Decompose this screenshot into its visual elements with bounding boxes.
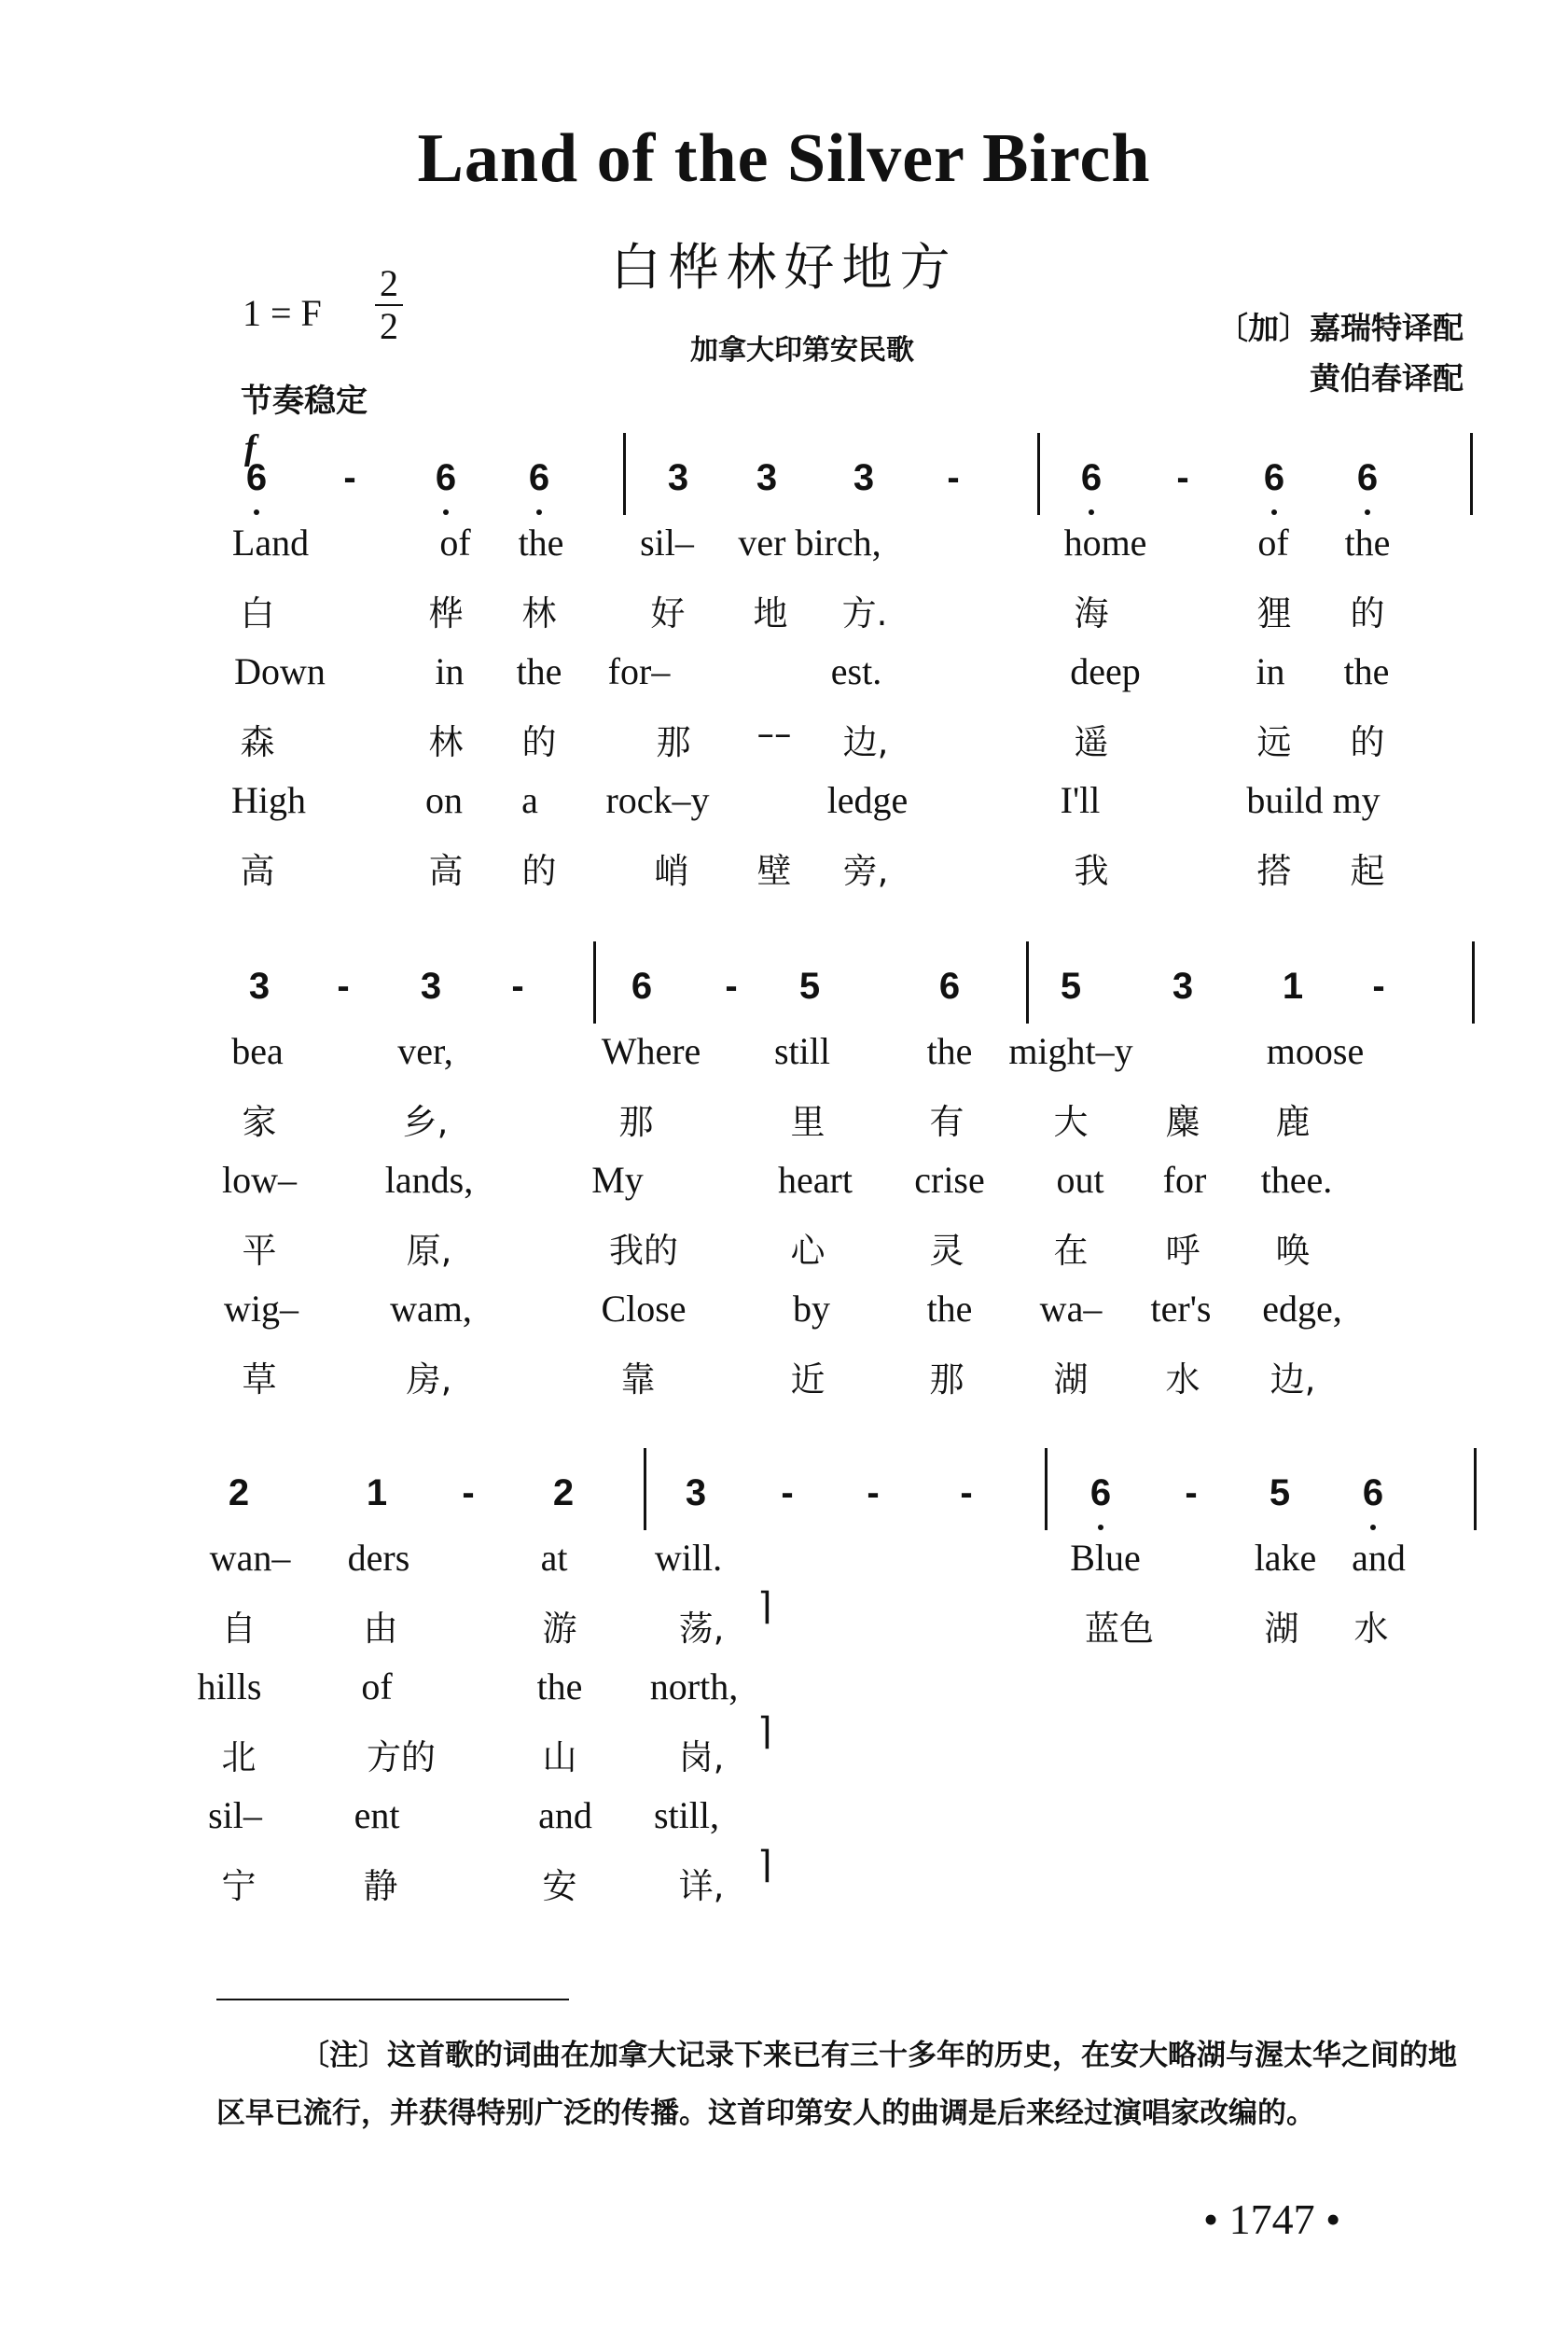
lyric-chinese: 在 bbox=[1053, 1231, 1089, 1271]
note: 6 bbox=[1362, 1472, 1384, 1513]
barline bbox=[1474, 1448, 1477, 1530]
lyric-english: ver, bbox=[397, 1030, 453, 1072]
lyric-chinese: 海 bbox=[1074, 593, 1109, 634]
dynamic-marking: f bbox=[244, 428, 257, 467]
lyric-english: Close bbox=[601, 1288, 687, 1330]
verse-bracket: ⌉ bbox=[757, 1844, 772, 1886]
lyric-english: Land bbox=[231, 522, 310, 564]
lyric-english: High bbox=[231, 779, 306, 821]
lyric-chinese: 白 bbox=[240, 593, 275, 634]
note: 6 bbox=[1263, 457, 1285, 498]
lyric-english: of bbox=[361, 1665, 393, 1707]
lyric-chinese: 原, bbox=[406, 1231, 452, 1271]
page-number: • 1747 • bbox=[1203, 2195, 1341, 2243]
lyric-english: wa– bbox=[1039, 1288, 1103, 1330]
lyric-english: My bbox=[591, 1159, 644, 1201]
lyric-english: the bbox=[536, 1665, 583, 1707]
lyric-english: the bbox=[516, 650, 562, 692]
time-numerator: 2 bbox=[380, 262, 398, 304]
lyric-english: and bbox=[538, 1794, 592, 1836]
lyric-english: thee. bbox=[1260, 1159, 1333, 1201]
lyric-chinese: 遥 bbox=[1074, 722, 1109, 762]
note: 6 bbox=[1089, 1472, 1112, 1513]
note: - bbox=[511, 966, 524, 1007]
lyric-english: Where bbox=[601, 1030, 701, 1072]
lyric-chinese: 鹿 bbox=[1275, 1102, 1311, 1142]
lyric-chinese: 水 bbox=[1353, 1609, 1389, 1649]
lyric-chinese: 我的 bbox=[609, 1231, 678, 1271]
lyric-english: Down bbox=[234, 650, 326, 692]
lyric-english: Blue bbox=[1070, 1537, 1141, 1579]
lyric-english: wan– bbox=[209, 1537, 291, 1579]
lyric-chinese: 近 bbox=[790, 1359, 826, 1400]
credit-translator: 黄伯春译配 bbox=[1310, 360, 1464, 397]
note: - bbox=[1372, 966, 1385, 1007]
note: - bbox=[343, 457, 356, 498]
lyric-chinese: 狸 bbox=[1256, 593, 1292, 634]
note: 1 bbox=[366, 1472, 388, 1513]
footnote: 〔注〕这首歌的词曲在加拿大记录下来已有三十多年的历史，在安大略湖与渥太华之间的地区早已流行，并获得特别广泛的传播。这首印第安人的曲调是后来经过演唱家改编的。 bbox=[216, 2039, 1457, 2130]
lyric-english: by bbox=[793, 1288, 830, 1330]
lyric-chinese: 呼 bbox=[1165, 1231, 1200, 1271]
lyric-chinese: 静 bbox=[363, 1866, 398, 1906]
lyric-english: crise bbox=[914, 1159, 985, 1201]
note: - bbox=[337, 966, 350, 1007]
note: 3 bbox=[853, 457, 875, 498]
lyric-chinese: 边, bbox=[1270, 1359, 1316, 1400]
lyric-chinese: 的 bbox=[521, 851, 557, 891]
note: - bbox=[960, 1472, 973, 1513]
lyric-chinese: 峭 bbox=[654, 851, 689, 891]
lyric-english: lake bbox=[1254, 1537, 1317, 1579]
lyric-chinese: 荡, bbox=[678, 1609, 725, 1649]
lyric-english: rock–y bbox=[605, 779, 710, 821]
lyric-chinese: 由 bbox=[363, 1609, 398, 1649]
octave-dot bbox=[1365, 509, 1370, 515]
barline bbox=[593, 941, 596, 1024]
lyric-english: I'll bbox=[1060, 779, 1101, 821]
lyric-chinese: –– bbox=[756, 714, 792, 754]
song-origin: 加拿大印第安民歌 bbox=[690, 334, 914, 367]
lyric-chinese: 有 bbox=[929, 1102, 964, 1142]
lyric-chinese: 的 bbox=[1350, 722, 1385, 762]
note: - bbox=[947, 457, 960, 498]
lyric-english: build my bbox=[1246, 779, 1381, 821]
lyric-chinese: 详, bbox=[678, 1866, 725, 1906]
lyric-english: and bbox=[1352, 1537, 1406, 1579]
barline bbox=[1045, 1448, 1048, 1530]
note: 6 bbox=[1356, 457, 1379, 498]
note: 5 bbox=[798, 966, 821, 1007]
lyric-chinese: 安 bbox=[542, 1866, 577, 1906]
lyric-english: lands, bbox=[384, 1159, 474, 1201]
lyric-chinese: 那 bbox=[656, 722, 691, 762]
lyric-chinese: 蓝色 bbox=[1085, 1609, 1154, 1649]
lyric-chinese: 远 bbox=[1256, 722, 1292, 762]
lyric-english: ders bbox=[347, 1537, 410, 1579]
barline bbox=[1472, 941, 1475, 1024]
lyric-chinese: 灵 bbox=[929, 1231, 964, 1271]
lyric-english: ter's bbox=[1150, 1288, 1212, 1330]
time-denominator: 2 bbox=[380, 305, 398, 347]
lyric-chinese: 起 bbox=[1350, 851, 1385, 891]
note: 6 bbox=[1080, 457, 1103, 498]
lyric-chinese: 林 bbox=[428, 722, 464, 762]
key-signature: 1 = F bbox=[243, 292, 322, 334]
lyric-chinese: 岗, bbox=[678, 1737, 725, 1777]
lyric-chinese: 草 bbox=[242, 1359, 277, 1400]
credit-arranger: 〔加〕嘉瑞特译配 bbox=[1217, 310, 1464, 346]
octave-dot bbox=[1098, 1525, 1103, 1530]
lyric-chinese: 乡, bbox=[402, 1102, 449, 1142]
lyric-chinese: 地 bbox=[753, 593, 788, 634]
lyric-chinese: 我 bbox=[1074, 851, 1109, 891]
octave-dot bbox=[443, 509, 449, 515]
lyric-chinese: 壁 bbox=[756, 851, 792, 891]
tempo-marking: 节奏稳定 bbox=[241, 383, 368, 420]
lyric-english: moose bbox=[1266, 1030, 1365, 1072]
time-signature bbox=[373, 263, 405, 347]
lyric-english: still bbox=[773, 1030, 831, 1072]
lyric-chinese: 湖 bbox=[1053, 1359, 1089, 1400]
lyric-english: the bbox=[1344, 522, 1391, 564]
lyric-chinese: 那 bbox=[929, 1359, 964, 1400]
lyric-chinese: 林 bbox=[521, 593, 557, 634]
lyric-chinese: 宁 bbox=[221, 1866, 257, 1906]
note: - bbox=[867, 1472, 880, 1513]
footnote-divider bbox=[216, 1999, 569, 2000]
lyric-english: low– bbox=[222, 1159, 297, 1201]
lyric-english: sil– bbox=[640, 522, 694, 564]
note: - bbox=[781, 1472, 794, 1513]
lyric-english: bea bbox=[231, 1030, 284, 1072]
note: 2 bbox=[228, 1472, 250, 1513]
note: 3 bbox=[248, 966, 271, 1007]
lyric-english: a bbox=[521, 779, 538, 821]
lyric-english: in bbox=[435, 650, 465, 692]
note: 1 bbox=[1282, 966, 1304, 1007]
lyric-english: ledge bbox=[826, 779, 909, 821]
note: 6 bbox=[435, 457, 457, 498]
octave-dot bbox=[1370, 1525, 1376, 1530]
lyric-english: for bbox=[1162, 1159, 1207, 1201]
note: - bbox=[462, 1472, 475, 1513]
barline bbox=[644, 1448, 646, 1530]
lyric-english: wig– bbox=[224, 1288, 298, 1330]
octave-dot bbox=[1271, 509, 1277, 515]
octave-dot bbox=[1089, 509, 1094, 515]
octave-dot bbox=[536, 509, 542, 515]
lyric-chinese: 平 bbox=[242, 1231, 277, 1271]
lyric-chinese: 唤 bbox=[1275, 1231, 1311, 1271]
lyric-english: might–y bbox=[1008, 1030, 1133, 1072]
lyric-chinese: 的 bbox=[521, 722, 557, 762]
lyric-chinese: 旁, bbox=[842, 851, 889, 891]
lyric-english: for– bbox=[607, 650, 671, 692]
note: 6 bbox=[631, 966, 653, 1007]
lyric-chinese: 房, bbox=[406, 1359, 452, 1400]
lyric-english: hills bbox=[197, 1665, 262, 1707]
lyric-chinese: 高 bbox=[240, 851, 275, 891]
lyric-chinese: 方的 bbox=[367, 1737, 436, 1777]
octave-dot bbox=[254, 509, 259, 515]
lyric-chinese: 搭 bbox=[1256, 851, 1292, 891]
lyric-chinese: 靠 bbox=[620, 1359, 656, 1400]
note: 5 bbox=[1269, 1472, 1291, 1513]
note: - bbox=[1185, 1472, 1198, 1513]
barline bbox=[1037, 433, 1040, 515]
lyric-english: will. bbox=[654, 1537, 723, 1579]
song-subtitle: 白桦林好地方 bbox=[610, 238, 958, 297]
lyric-english: the bbox=[518, 522, 564, 564]
note: 6 bbox=[528, 457, 550, 498]
note: 3 bbox=[756, 457, 778, 498]
lyric-english: deep bbox=[1070, 650, 1141, 692]
verse-bracket: ⌉ bbox=[757, 1585, 772, 1627]
note: 3 bbox=[1172, 966, 1194, 1007]
lyric-chinese: 桦 bbox=[428, 593, 464, 634]
lyric-chinese: 那 bbox=[618, 1102, 654, 1142]
lyric-english: home bbox=[1063, 522, 1147, 564]
lyric-chinese: 方. bbox=[841, 593, 888, 634]
note: 6 bbox=[245, 457, 268, 498]
note: - bbox=[725, 966, 738, 1007]
lyric-english: the bbox=[1343, 650, 1390, 692]
lyric-chinese: 麋 bbox=[1165, 1102, 1200, 1142]
lyric-english: of bbox=[1257, 522, 1289, 564]
lyric-chinese: 里 bbox=[790, 1102, 826, 1142]
lyric-chinese: 好 bbox=[650, 593, 686, 634]
lyric-english: wam, bbox=[390, 1288, 472, 1330]
note: 2 bbox=[552, 1472, 575, 1513]
lyric-chinese: 湖 bbox=[1264, 1609, 1299, 1649]
lyric-chinese: 高 bbox=[428, 851, 464, 891]
note: 3 bbox=[420, 966, 442, 1007]
lyric-english: the bbox=[926, 1288, 973, 1330]
note: 6 bbox=[938, 966, 961, 1007]
lyric-english: on bbox=[425, 779, 463, 821]
lyric-chinese: 水 bbox=[1165, 1359, 1200, 1400]
lyric-chinese: 家 bbox=[242, 1102, 277, 1142]
lyric-english: of bbox=[439, 522, 471, 564]
note: 3 bbox=[685, 1472, 707, 1513]
lyric-english: at bbox=[540, 1537, 568, 1579]
lyric-english: out bbox=[1056, 1159, 1104, 1201]
verse-bracket: ⌉ bbox=[757, 1710, 772, 1752]
lyric-english: ent bbox=[354, 1794, 400, 1836]
lyric-chinese: 心 bbox=[790, 1231, 826, 1271]
lyric-english: ver birch, bbox=[738, 522, 881, 564]
lyric-chinese: 的 bbox=[1350, 593, 1385, 634]
barline bbox=[1470, 433, 1473, 515]
lyric-english: est. bbox=[830, 650, 882, 692]
note: 3 bbox=[667, 457, 689, 498]
lyric-english: north, bbox=[649, 1665, 739, 1707]
lyric-english: heart bbox=[778, 1159, 853, 1201]
lyric-chinese: 北 bbox=[221, 1737, 257, 1777]
lyric-chinese: 边, bbox=[842, 722, 889, 762]
lyric-english: sil– bbox=[208, 1794, 262, 1836]
song-title: Land of the Silver Birch bbox=[417, 120, 1151, 197]
lyric-english: still, bbox=[653, 1794, 720, 1836]
barline bbox=[1026, 941, 1029, 1024]
lyric-chinese: 自 bbox=[221, 1609, 257, 1649]
lyric-english: in bbox=[1256, 650, 1285, 692]
barline bbox=[623, 433, 626, 515]
lyric-chinese: 游 bbox=[542, 1609, 577, 1649]
lyric-chinese: 森 bbox=[240, 722, 275, 762]
lyric-chinese: 山 bbox=[542, 1737, 577, 1777]
note: - bbox=[1176, 457, 1189, 498]
note: 5 bbox=[1060, 966, 1082, 1007]
lyric-english: edge, bbox=[1262, 1288, 1342, 1330]
lyric-english: the bbox=[926, 1030, 973, 1072]
lyric-chinese: 大 bbox=[1053, 1102, 1089, 1142]
